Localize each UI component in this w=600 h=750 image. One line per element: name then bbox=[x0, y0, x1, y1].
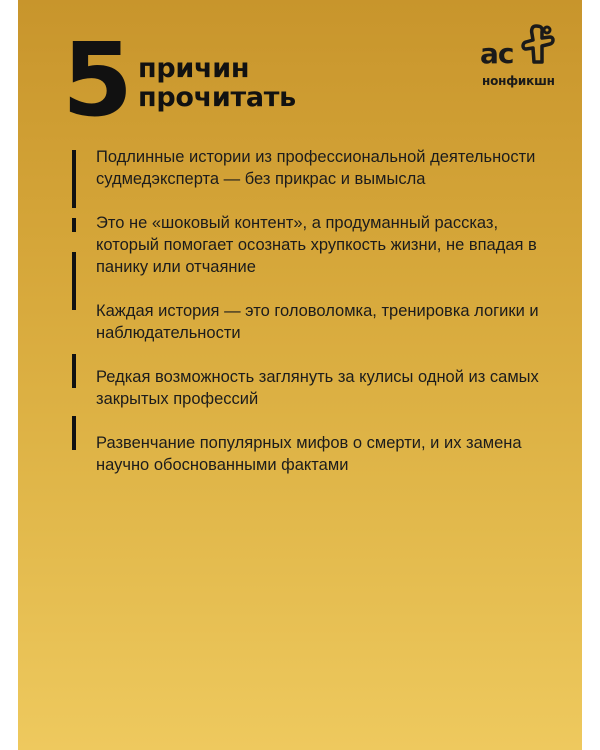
publisher-logo bbox=[476, 22, 566, 94]
list-item bbox=[72, 366, 552, 410]
promo-card bbox=[18, 0, 582, 750]
reason-count: 5 bbox=[62, 21, 131, 140]
accent-bar bbox=[72, 416, 76, 450]
logo-letters: ac bbox=[480, 37, 514, 70]
page-title bbox=[138, 54, 296, 112]
reason-text: Каждая история — это головоломка, тренировка логики и наблюдательности bbox=[96, 302, 539, 342]
accent-bar bbox=[72, 218, 76, 232]
logo-wordmark: нонфикшн bbox=[482, 74, 555, 88]
list-item bbox=[72, 212, 552, 278]
title-line-2: прочитать bbox=[138, 82, 296, 113]
list-item bbox=[72, 300, 552, 344]
accent-bar bbox=[72, 150, 76, 208]
list-item bbox=[72, 146, 552, 190]
reasons-list bbox=[72, 146, 552, 476]
reason-text: Редкая возможность заглянуть за кулисы одной из самых закрытых профессий bbox=[96, 368, 539, 408]
reason-text: Это не «шоковый контент», а продуманный рассказ, который помогает осознать хрупкость жизни, не впадая в панику или отчаяние bbox=[96, 214, 537, 276]
reason-text: Развенчание популярных мифов о смерти, и их замена научно обоснованными фактами bbox=[96, 434, 522, 474]
reason-text: Подлинные истории из профессиональной деятельности судмедэксперта — без прикрас и вымысла bbox=[96, 148, 536, 188]
accent-bar bbox=[72, 354, 76, 388]
title-line-1: причин bbox=[138, 53, 250, 84]
list-item bbox=[72, 432, 552, 476]
